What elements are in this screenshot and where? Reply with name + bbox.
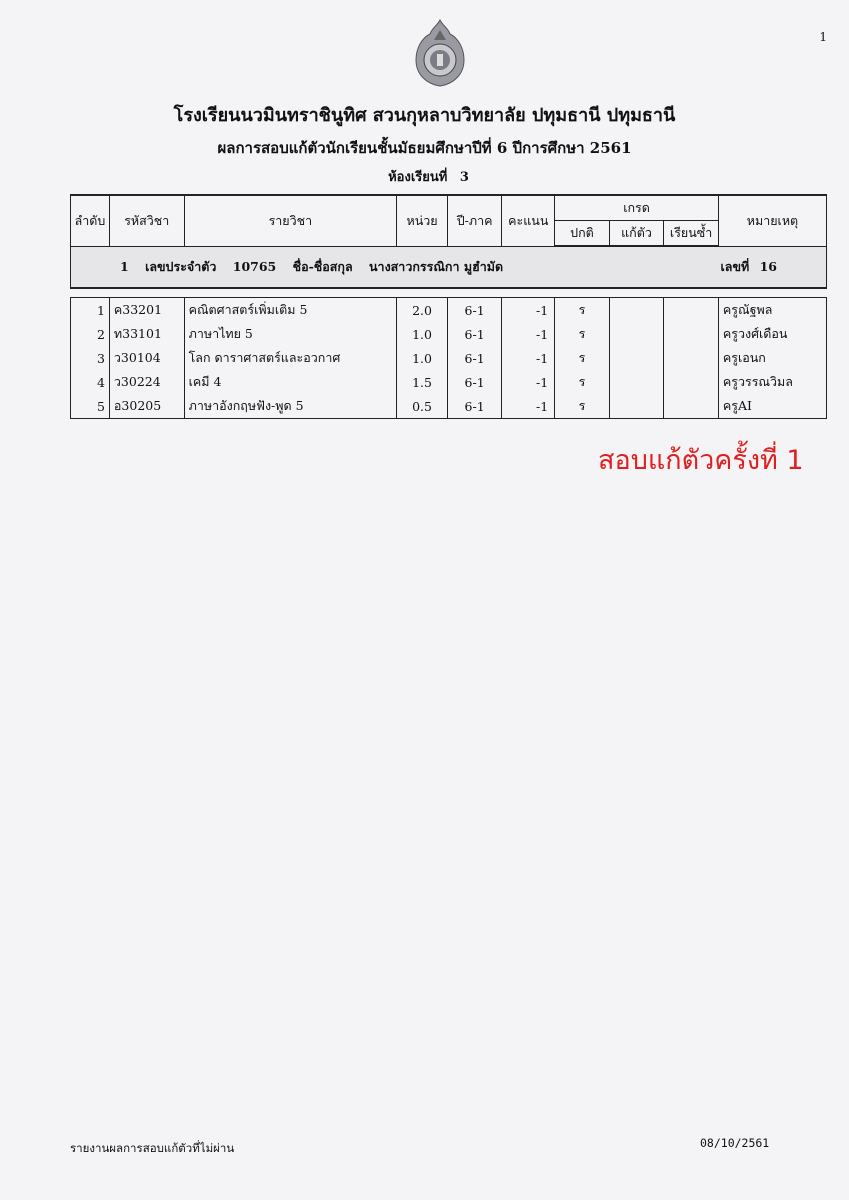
report-date: 08/10/2561 — [700, 1136, 770, 1150]
row-order: 1 — [71, 298, 110, 323]
col-grade: เกรด — [555, 195, 719, 221]
grade-retest — [609, 394, 664, 419]
school-name: โรงเรียนนวมินทราชินูทิศ สวนกุหลาบวิทยาลัย ปทุมธานี ปทุมธานี — [173, 105, 676, 126]
student-order: 1 — [120, 259, 129, 274]
subject-name: โลก ดาราศาสตร์และอวกาศ — [184, 346, 397, 370]
student-name-label: ชื่อ-ชื่อสกุล — [292, 259, 353, 274]
year-term: 6-1 — [447, 346, 502, 370]
page-number: 1 — [819, 30, 827, 44]
room-label: ห้องเรียนที่ — [388, 170, 448, 185]
student-info — [72, 257, 515, 277]
teacher-note: ครูเอนก — [718, 346, 826, 370]
subject-code: ว30224 — [109, 370, 184, 394]
col-subject: รายวิชา — [184, 195, 397, 246]
row-order: 4 — [71, 370, 110, 394]
subject-name: เคมี 4 — [184, 370, 397, 394]
room-value: 3 — [459, 170, 469, 185]
credit-unit: 1.5 — [397, 370, 448, 394]
grade-normal: ร — [555, 370, 610, 394]
grade-normal: ร — [555, 322, 610, 346]
grade-repeat — [664, 322, 719, 346]
score: -1 — [502, 298, 555, 323]
table-row — [71, 370, 827, 394]
col-note: หมายเหตุ — [718, 195, 826, 246]
teacher-note: ครูณัฐพล — [718, 298, 826, 323]
grade-repeat — [664, 370, 719, 394]
subject-name: ภาษาไทย 5 — [184, 322, 397, 346]
student-name: นางสาวกรรณิกา มูฮำมัด — [369, 259, 504, 274]
credit-unit: 0.5 — [397, 394, 448, 419]
table-row — [71, 346, 827, 370]
grade-repeat — [664, 298, 719, 323]
year-term: 6-1 — [447, 298, 502, 323]
student-number-label: เลขที่ — [720, 259, 750, 274]
score: -1 — [502, 394, 555, 419]
year-term: 6-1 — [447, 394, 502, 419]
teacher-note: ครูวรรณวิมล — [718, 370, 826, 394]
row-order: 2 — [71, 322, 110, 346]
score: -1 — [502, 370, 555, 394]
col-grade-retest: แก้ตัว — [609, 221, 664, 247]
report-subtitle: ผลการสอบแก้ตัวนักเรียนชั้นมัธยมศึกษาปีที่ 6 ปีการศึกษา 2561 — [217, 139, 632, 157]
table-row — [71, 298, 827, 323]
score: -1 — [502, 322, 555, 346]
teacher-note: ครูAI — [718, 394, 826, 419]
subject-name: ภาษาอังกฤษฟัง-พูด 5 — [184, 394, 397, 419]
table-row — [71, 322, 827, 346]
retest-stamp: สอบแก้ตัวครั้งที่ 1 — [598, 445, 804, 476]
table-row — [71, 394, 827, 419]
report-footer-title: รายงานผลการสอบแก้ตัวที่ไม่ผ่าน — [70, 1141, 235, 1155]
col-grade-repeat: เรียนซ้ำ — [664, 221, 719, 247]
student-number-value: 16 — [759, 259, 777, 274]
col-grade-normal: ปกติ — [555, 221, 610, 247]
subject-name: คณิตศาสตร์เพิ่มเติม 5 — [184, 298, 397, 323]
subject-code: ค33201 — [109, 298, 184, 323]
year-term: 6-1 — [447, 370, 502, 394]
col-score: คะแนน — [502, 195, 555, 246]
credit-unit: 2.0 — [397, 298, 448, 323]
score: -1 — [502, 346, 555, 370]
subject-code: ท33101 — [109, 322, 184, 346]
col-term: ปี-ภาค — [447, 195, 502, 246]
subject-code: ว30104 — [109, 346, 184, 370]
grade-repeat — [664, 346, 719, 370]
student-id: 10765 — [232, 259, 277, 274]
student-row — [71, 246, 827, 288]
subject-code: อ30205 — [109, 394, 184, 419]
teacher-note: ครูวงศ์เดือน — [718, 322, 826, 346]
col-code: รหัสวิชา — [109, 195, 184, 246]
student-id-label: เลขประจำตัว — [145, 259, 217, 274]
grade-retest — [609, 298, 664, 323]
grade-retest — [609, 346, 664, 370]
grade-normal: ร — [555, 346, 610, 370]
school-emblem-icon — [412, 18, 468, 88]
credit-unit: 1.0 — [397, 346, 448, 370]
row-order: 5 — [71, 394, 110, 419]
room-line — [0, 166, 849, 187]
row-order: 3 — [71, 346, 110, 370]
grade-retest — [609, 322, 664, 346]
col-unit: หน่วย — [397, 195, 448, 246]
grade-normal: ร — [555, 298, 610, 323]
student-number — [715, 257, 825, 277]
credit-unit: 1.0 — [397, 322, 448, 346]
grade-normal: ร — [555, 394, 610, 419]
col-order: ลำดับ — [71, 195, 110, 246]
grade-repeat — [664, 394, 719, 419]
year-term: 6-1 — [447, 322, 502, 346]
grade-retest — [609, 370, 664, 394]
grades-table — [70, 194, 827, 419]
